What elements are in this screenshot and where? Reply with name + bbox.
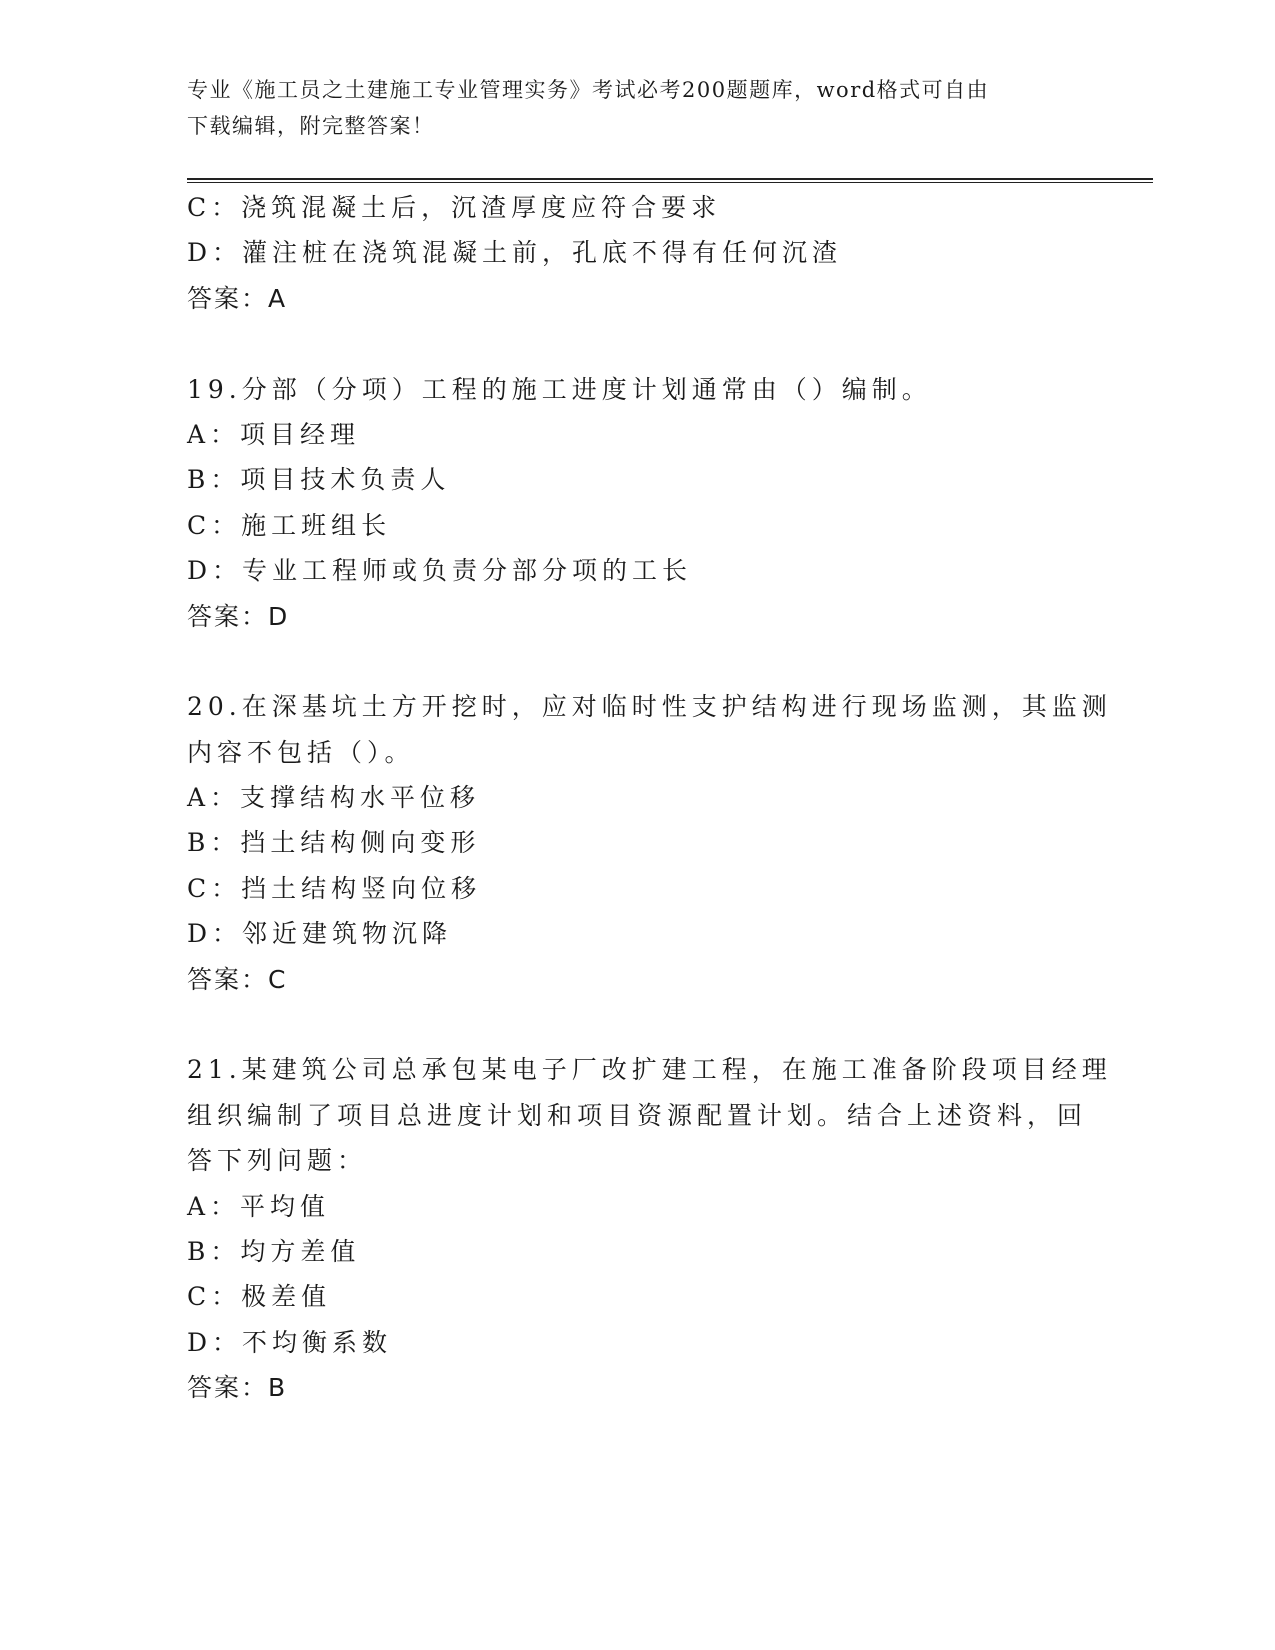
option-b: B：均方差值 <box>187 1236 361 1266</box>
question-stem: 19.分部（分项）工程的施工进度计划通常由（）编制。 <box>187 374 932 404</box>
question-stem: 20.在深基坑土方开挖时，应对临时性支护结构进行现场监测，其监测 <box>187 692 1112 722</box>
question-content <box>187 185 1112 1411</box>
option-c: C：浇筑混凝土后，沉渣厚度应符合要求 <box>187 193 722 222</box>
spacer <box>187 321 1087 366</box>
option-d: D：邻近建筑物沉降 <box>187 919 453 949</box>
answer-line: 答案：A <box>187 283 288 313</box>
option-a: A：支撑结构水平位移 <box>187 783 481 813</box>
option-d: D：灌注桩在浇筑混凝土前，孔底不得有任何沉渣 <box>187 238 843 268</box>
option-c: C：极差值 <box>187 1282 332 1312</box>
question-stem: 答下列问题： <box>187 1146 368 1176</box>
spacer <box>187 639 1087 684</box>
option-d: D：不均衡系数 <box>187 1327 393 1357</box>
answer-line: 答案：D <box>187 601 290 631</box>
header-rule-thick <box>187 178 1153 180</box>
question-stem: 内容不包括（）。 <box>187 737 415 767</box>
spacer <box>187 1002 1087 1047</box>
header-line-1: 专业《施工员之土建施工专业管理实务》考试必考200题题库，word格式可自由 <box>187 78 990 102</box>
option-c: C：挡土结构竖向位移 <box>187 873 482 903</box>
question-stem: 21.某建筑公司总承包某电子厂改扩建工程，在施工准备阶段项目经理 <box>187 1055 1112 1085</box>
question-21 <box>187 1047 1112 1410</box>
answer-line: 答案：B <box>187 1373 288 1403</box>
header-rule-thin <box>187 182 1153 183</box>
header-line-2: 下载编辑，附完整答案！ <box>187 114 435 138</box>
option-a: A：平均值 <box>187 1191 331 1221</box>
option-d: D：专业工程师或负责分部分项的工长 <box>187 556 693 586</box>
option-c: C：施工班组长 <box>187 510 392 540</box>
answer-line: 答案：C <box>187 964 288 994</box>
document-header <box>187 72 1067 144</box>
option-b: B：挡土结构侧向变形 <box>187 828 481 858</box>
continued-question <box>187 185 1087 321</box>
option-a: A：项目经理 <box>187 419 361 449</box>
option-b: B：项目技术负责人 <box>187 465 451 495</box>
question-stem: 组织编制了项目总进度计划和项目资源配置计划。结合上述资料，回 <box>187 1100 1088 1130</box>
question-20 <box>187 684 1112 1002</box>
question-19 <box>187 367 1087 639</box>
